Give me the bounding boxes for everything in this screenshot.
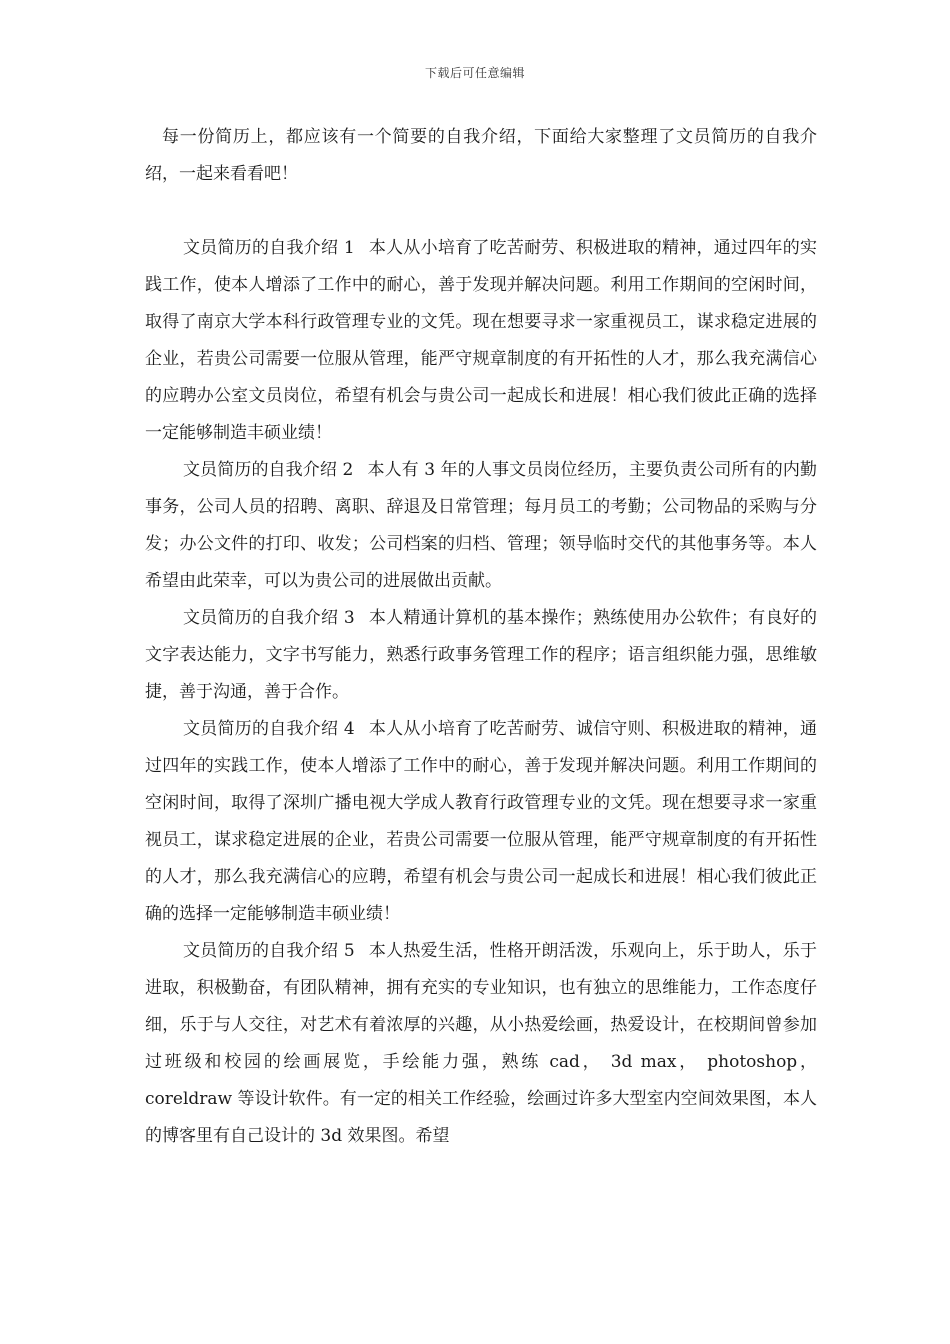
section-text-5: 本人热爱生活，性格开朗活泼，乐观向上，乐于助人，乐于进取，积极勤奋，有团队精神，拥有充实的专业知识，也有独立的思维能力，工作态度仔细，乐于与人交往，对艺术有着浓厚的兴趣，从小热爱绘画，热爱设计，在校期间曾参加过班级和校园的绘画展览，手绘能力强，熟练 cad， 3d max， photoshop，coreldraw 等设计软件。有一定的相关工作经验，绘画过许多大型室内空间效果图，本人的博客里有自己设计的 3d 效果图。希望 (145, 941, 817, 1146)
section-text-3: 本人精通计算机的基本操作；熟练使用办公软件；有良好的文字表达能力，文字书写能力，熟悉行政事务管理工作的程序；语言组织能力强，思维敏捷，善于沟通，善于合作。 (145, 608, 817, 702)
section-heading-1: 文员简历的自我介绍 1 (183, 238, 355, 258)
section-text-2: 本人有 3 年的人事文员岗位经历，主要负责公司所有的内勤事务，公司人员的招聘、离职、辞退及日常管理；每月员工的考勤；公司物品的采购与分发；办公文件的打印、收发；公司档案的归档、管理；领导临时交代的其他事务等。本人希望由此荣幸，可以为贵公司的进展做出贡献。 (145, 460, 817, 591)
paragraph-gap (145, 193, 817, 230)
intro-paragraph: 每一份简历上，都应该有一个简要的自我介绍，下面给大家整理了文员简历的自我介绍，一起来看看吧！ (145, 127, 817, 184)
section-paragraph-3 (145, 600, 817, 711)
document-body (145, 119, 817, 1155)
section-paragraph-1 (145, 230, 817, 452)
section-heading-3: 文员简历的自我介绍 3 (183, 608, 355, 628)
section-heading-4: 文员简历的自我介绍 4 (183, 719, 355, 739)
section-paragraph-2 (145, 452, 817, 600)
section-text-1: 本人从小培育了吃苦耐劳、积极进取的精神，通过四年的实践工作，使本人增添了工作中的耐心，善于发现并解决问题。利用工作期间的空闲时间，取得了南京大学本科行政管理专业的文凭。现在想要寻求一家重视员工，谋求稳定进展的企业，若贵公司需要一位服从管理，能严守规章制度的有开拓性的人才，那么我充满信心的应聘办公室文员岗位，希望有机会与贵公司一起成长和进展！相心我们彼此正确的选择一定能够制造丰硕业绩！ (145, 238, 817, 443)
section-paragraph-5 (145, 933, 817, 1155)
section-heading-2: 文员简历的自我介绍 2 (183, 460, 354, 480)
section-text-4: 本人从小培育了吃苦耐劳、诚信守则、积极进取的精神，通过四年的实践工作，使本人增添了工作中的耐心，善于发现并解决问题。利用工作期间的空闲时间，取得了深圳广播电视大学成人教育行政管理专业的文凭。现在想要寻求一家重视员工，谋求稳定进展的企业，若贵公司需要一位服从管理，能严守规章制度的有开拓性的人才，那么我充满信心的应聘，希望有机会与贵公司一起成长和进展！相心我们彼此正确的选择一定能够制造丰硕业绩！ (145, 719, 817, 924)
section-heading-5: 文员简历的自我介绍 5 (183, 941, 355, 961)
section-paragraph-4 (145, 711, 817, 933)
header-note: 下载后可任意编辑 (424, 66, 525, 80)
